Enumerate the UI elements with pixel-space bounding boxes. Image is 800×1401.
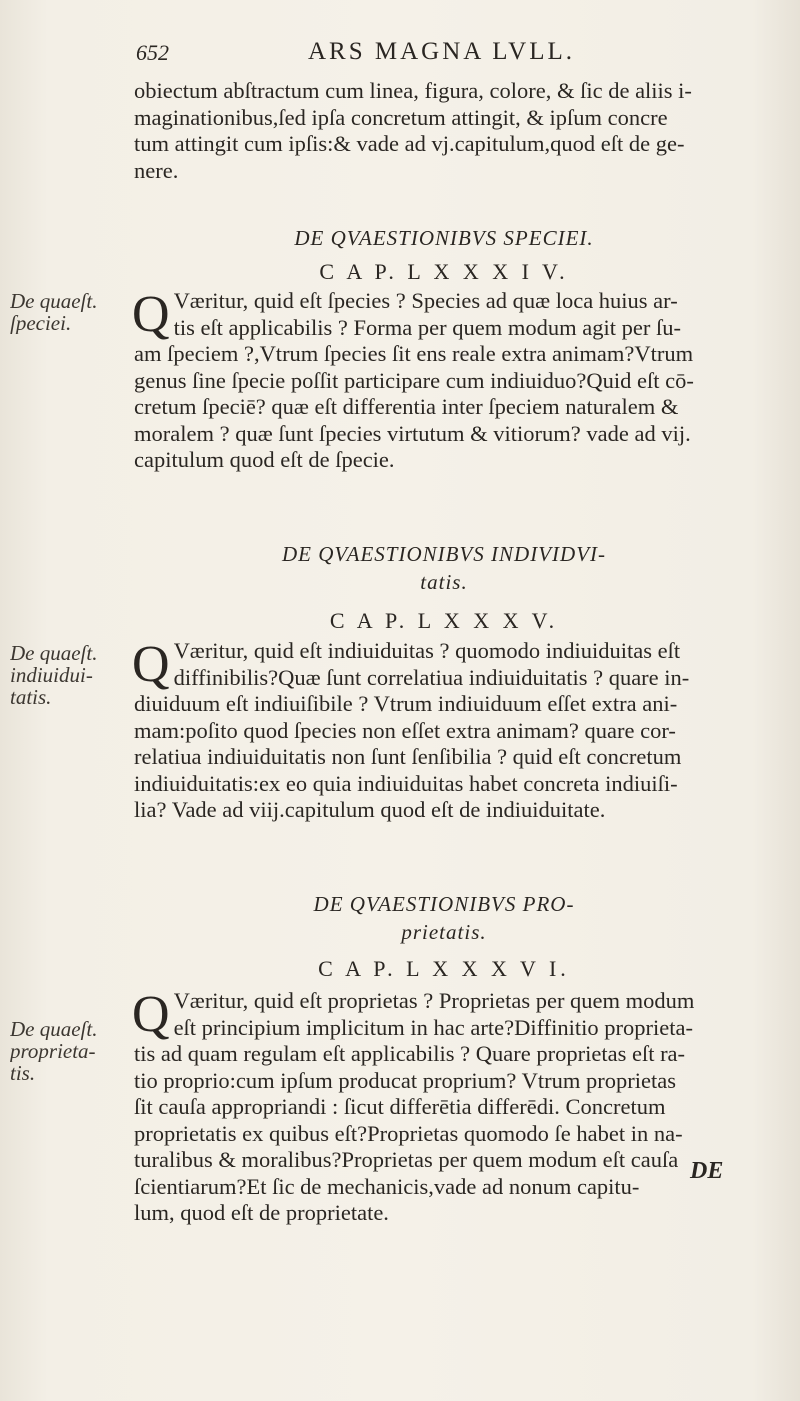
text-line: tis ad quam regulam eſt applicabilis ? Quare proprietas eſt ra-: [134, 1041, 686, 1066]
heading-line: DE QVAESTIONIBVS INDIVIDVI-: [281, 542, 607, 566]
text-line: eſt principium implicitum in hac arte?Diffinitio proprieta-: [173, 1014, 693, 1040]
text-line: ſcientiarum?Et ſic de mechanicis,vade ad nonum capitu-: [134, 1173, 640, 1199]
margin-note-proprietatis: [10, 1018, 120, 1084]
text-line: Væritur, quid eſt indiuiduitas ? quomodo indiuiduitas eſt: [173, 638, 681, 663]
heading-line: DE QVAESTIONIBVS PRO-: [313, 892, 575, 916]
chapter-number-84: C A P. L X X X I V.: [319, 259, 569, 284]
text-line: Væritur, quid eſt ſpecies ? Species ad quæ loca huius ar-: [173, 288, 678, 313]
text-line: genus ſine ſpecie poſſit participare cum indiuiduo?Quid eſt cō-: [134, 367, 694, 393]
margin-note-line: De quaeſt.: [10, 1018, 98, 1040]
heading-line: prietatis.: [401, 920, 487, 944]
margin-note-indiuiduitatis: [10, 642, 120, 708]
paragraph-speciei: [134, 288, 794, 474]
page-header: [120, 38, 740, 68]
section-heading-speciei: [134, 226, 754, 251]
running-title: ARS MAGNA LVLL.: [308, 38, 576, 65]
text-line: ſit cauſa appropriandi : ſicut differētia differēdi. Concretum: [134, 1094, 666, 1119]
text-line: nere.: [134, 157, 179, 183]
text-line: lia? Vade ad viij.capitulum quod eſt de indiuiduitate.: [134, 797, 606, 822]
heading-line: tatis.: [420, 570, 468, 594]
margin-note-line: proprieta-: [10, 1040, 96, 1062]
text-line: lum, quod eſt de proprietate.: [134, 1200, 389, 1225]
text-line: mam:poſito quod ſpecies non eſſet extra animam? quare cor-: [134, 717, 676, 743]
text-line: tio proprio:cum ipſum producat proprium? Vtrum proprietas: [134, 1067, 676, 1093]
text-line: diuiduum eſt indiuiſibile ? Vtrum indiuiduum eſſet extra ani-: [134, 691, 678, 716]
margin-note-line: De quaeſt.: [10, 642, 98, 664]
text-line: capitulum quod eſt de ſpecie.: [134, 447, 395, 472]
text-line: moralem ? quæ ſunt ſpecies virtutum & vitiorum? vade ad vij.: [134, 420, 691, 446]
section-heading-indiuiduitatis: [134, 540, 754, 596]
text-line: proprietatis ex quibus eſt?Proprietas quomodo ſe habet in na-: [134, 1120, 683, 1146]
margin-note-line: De quaeſt.: [10, 290, 98, 312]
drop-cap: Q: [132, 286, 170, 343]
margin-note-line: tatis.: [10, 686, 52, 708]
text-line: cretum ſpeciē? quæ eſt differentia inter ſpeciem naturalem &: [134, 394, 679, 419]
text-line: tum attingit cum ipſis:& vade ad vj.capitulum,quod eſt de ge-: [134, 131, 685, 156]
text-line: tis eſt applicabilis ? Forma per quem modum agit per ſu-: [173, 314, 681, 340]
drop-cap: Q: [132, 986, 170, 1043]
drop-cap: Q: [132, 636, 170, 693]
margin-note-line: tis.: [10, 1062, 36, 1084]
text-line: indiuiduitatis:ex eo quia indiuiduitas habet concreta indiuiſi-: [134, 770, 678, 796]
page-number: 652: [136, 40, 169, 65]
text-line: Væritur, quid eſt proprietas ? Proprietas per quem modum: [173, 988, 695, 1013]
text-line: turalibus & moralibus?Proprietas per quem modum eſt cauſa: [134, 1147, 679, 1172]
chapter-number-86: C A P. L X X X V I.: [318, 956, 570, 981]
text-line: relatiua indiuiduitatis non ſunt ſenſibilia ? quid eſt concretum: [134, 744, 682, 769]
heading-line: DE QVAESTIONIBVS SPECIEI.: [294, 226, 594, 250]
text-line: am ſpeciem ?,Vtrum ſpecies ſit ens reale extra animam?Vtrum: [134, 341, 694, 366]
text-line: obiectum abſtractum cum linea, figura, colore, & ſic de aliis i-: [134, 78, 692, 103]
catchword: DE: [690, 1158, 724, 1184]
chapter-number-85: C A P. L X X X V.: [329, 608, 559, 633]
paragraph-indiuiduitatis: [134, 638, 794, 824]
text-line: diffinibilis?Quæ ſunt correlatiua indiuiduitatis ? quare in-: [173, 664, 690, 690]
margin-note-line: indiuidui-: [10, 664, 93, 686]
intro-paragraph: [134, 78, 794, 184]
margin-note-speciei: [10, 290, 120, 334]
section-heading-proprietatis: [134, 890, 754, 946]
text-line: maginationibus,ſed ipſa concretum attingit, & ipſum concre: [134, 104, 668, 130]
paragraph-proprietatis: [134, 988, 794, 1227]
margin-note-line: ſpeciei.: [10, 312, 72, 334]
